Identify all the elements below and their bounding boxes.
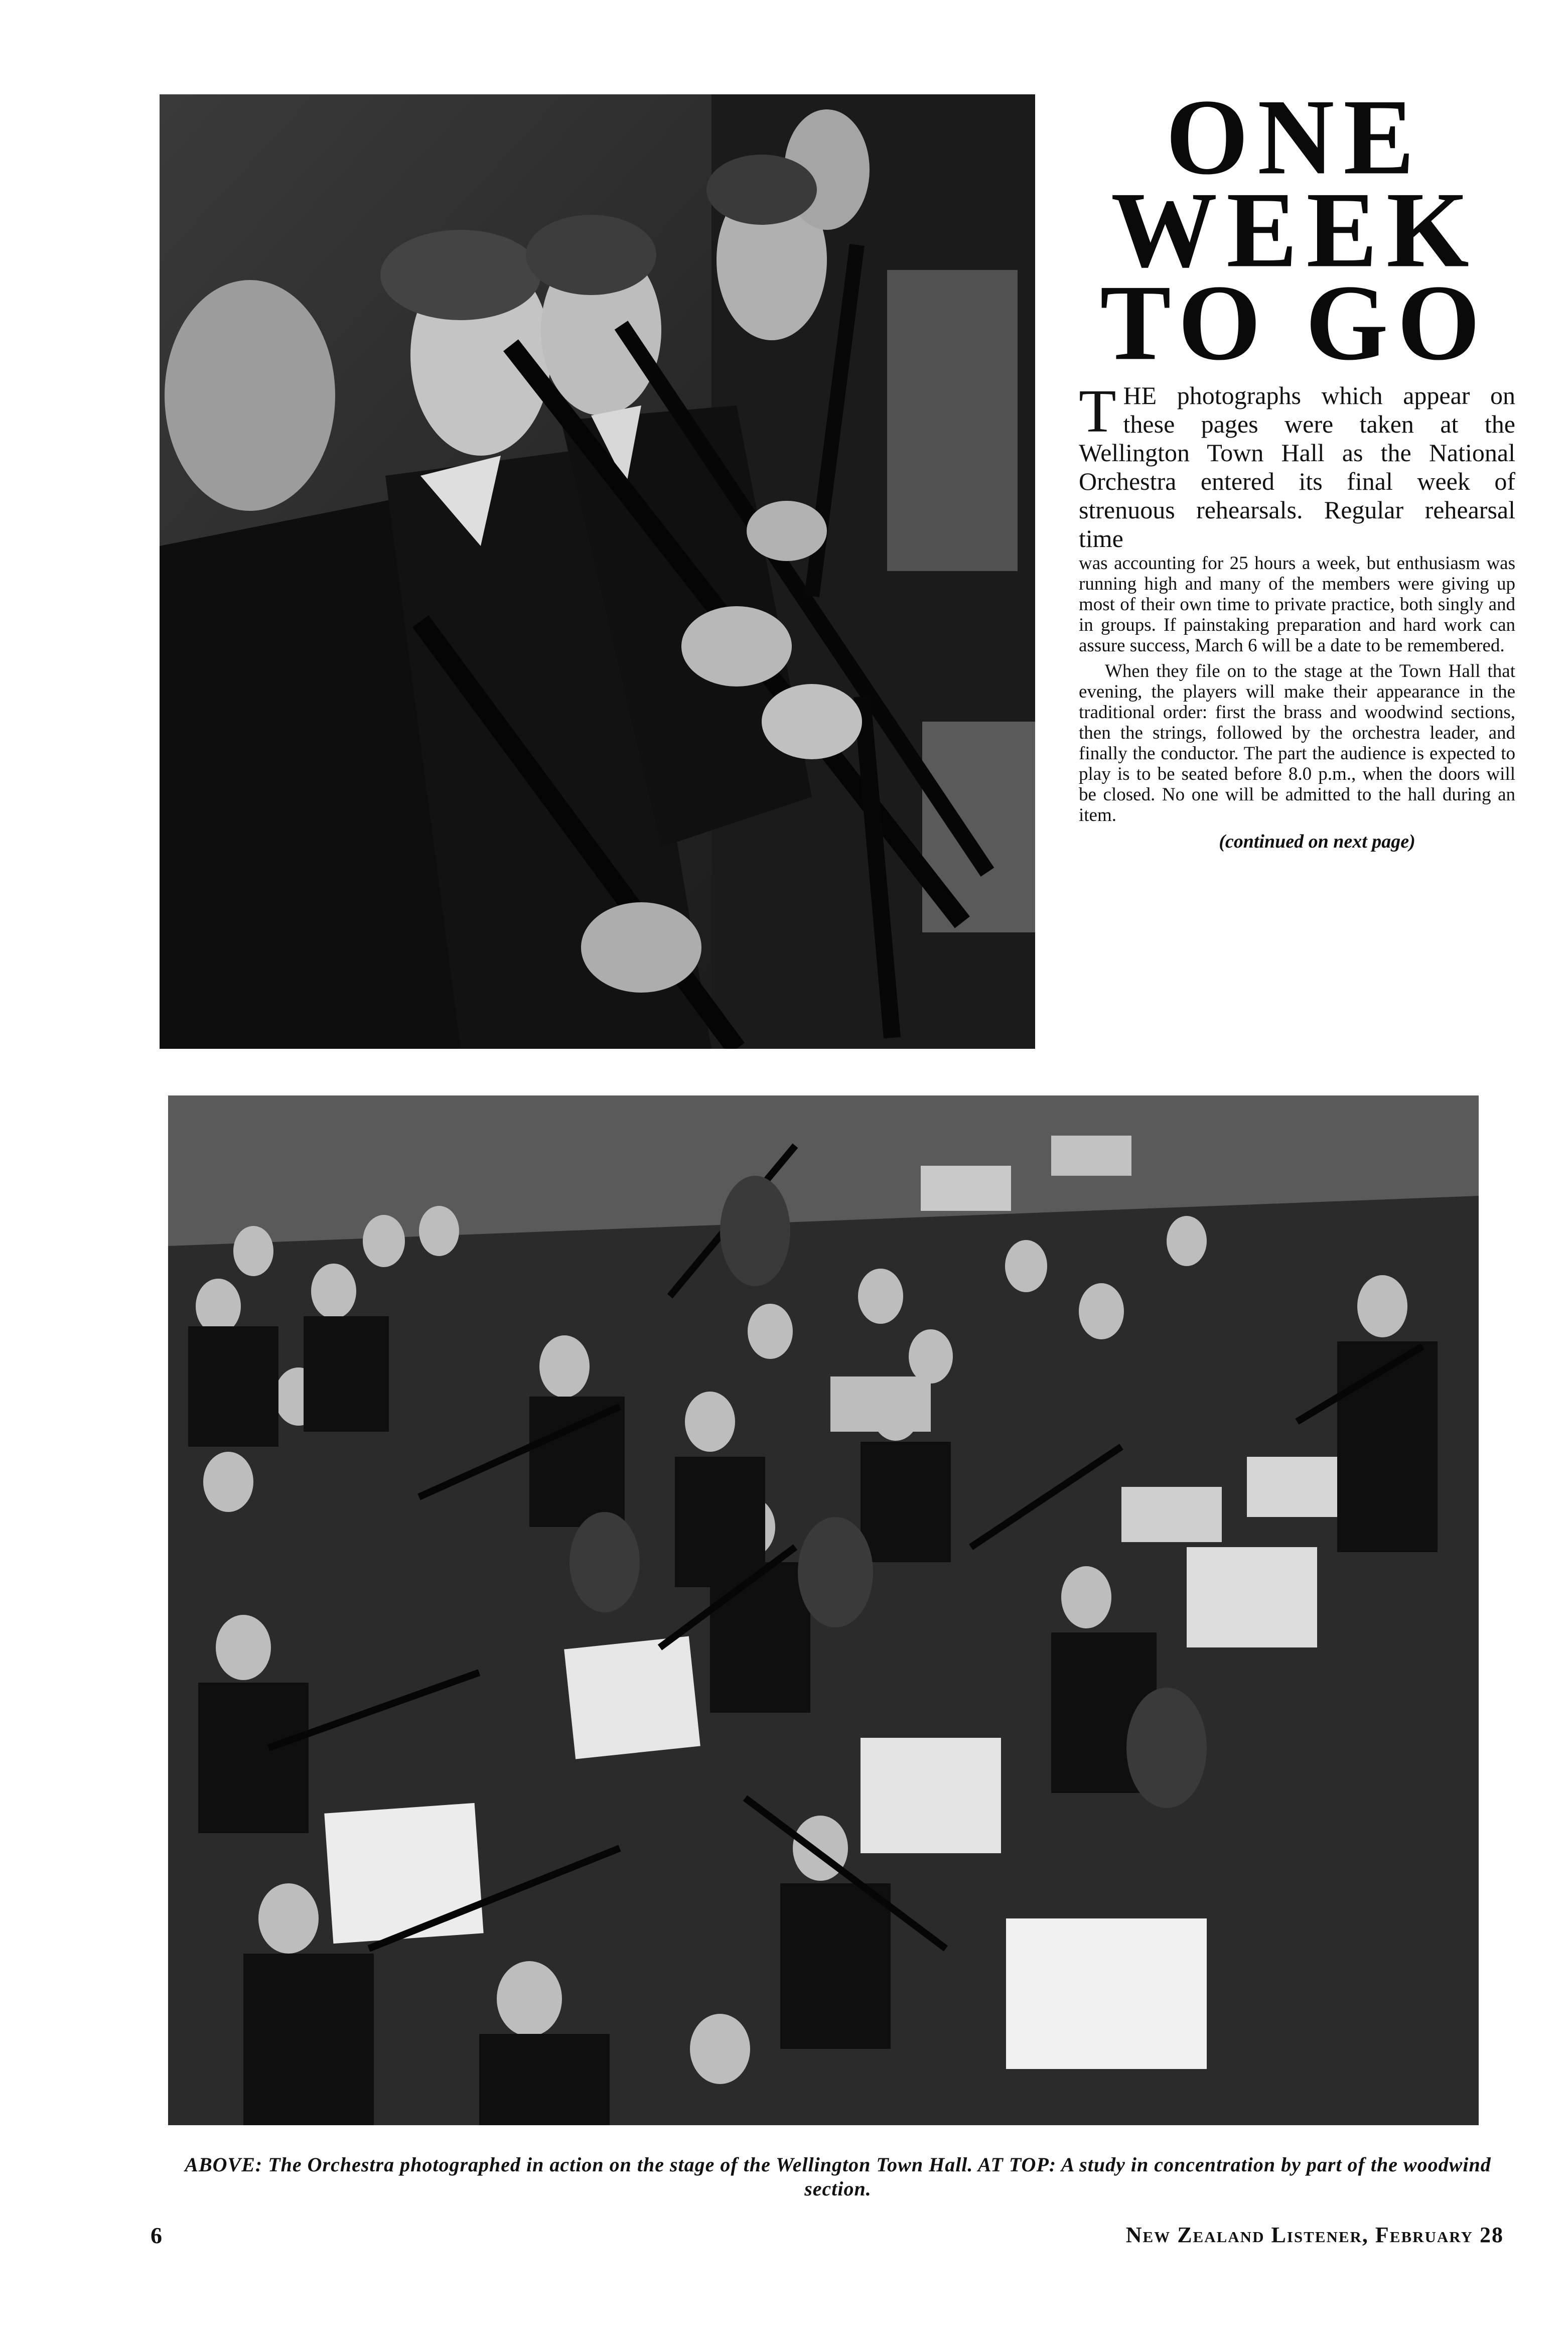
article-body bbox=[1079, 377, 1515, 853]
headline-line-1: ONE bbox=[1166, 76, 1423, 197]
headline bbox=[1069, 76, 1520, 383]
headline-line-2: WEEK bbox=[1111, 169, 1478, 290]
orchestra-photo-graphic bbox=[168, 1095, 1479, 2125]
continued-note: (continued on next page) bbox=[1219, 831, 1415, 852]
page-number: 6 bbox=[151, 2223, 162, 2248]
woodwind-photo-graphic bbox=[160, 94, 1035, 1049]
headline-line-3: TO GO bbox=[1100, 262, 1489, 383]
orchestra-stage-photo bbox=[168, 1095, 1479, 2125]
publication-footer: New Zealand Listener, February 28 bbox=[1125, 2223, 1504, 2247]
paragraph-2: When they file on to the stage at the Town Hall that evening, the players will make their appearance in the traditional order: first the brass and woodwind sections, then the strings, followed by the orchestra leader, and finally the conductor. The part the audience is expected to play is to be seated before 8.0 p.m., when the doors will be closed. No one will be admitted to the hall during an item. bbox=[1079, 661, 1515, 825]
lead-text: HE photographs which appear on these pages were taken at the Wellington Town Hall as the National Orchestra entered its final week of strenuous rehearsals. Regular rehearsal time bbox=[1079, 381, 1515, 553]
lead-continuation: was accounting for 25 hours a week, but enthusiasm was running high and many of the members were giving up most of their own time to private practice, both singly and in groups. If painstaking preparation and hard work can assure success, March 6 will be a date to be remembered. bbox=[1079, 553, 1515, 656]
drop-cap: T bbox=[1079, 377, 1116, 445]
lead-paragraph bbox=[1079, 377, 1515, 553]
photo-caption: ABOVE: The Orchestra photographed in action on the stage of the Wellington Town Hall. AT TOP: A study in concentration by part of the woodwind section. bbox=[185, 2153, 1491, 2200]
woodwind-section-photo bbox=[160, 94, 1035, 1049]
